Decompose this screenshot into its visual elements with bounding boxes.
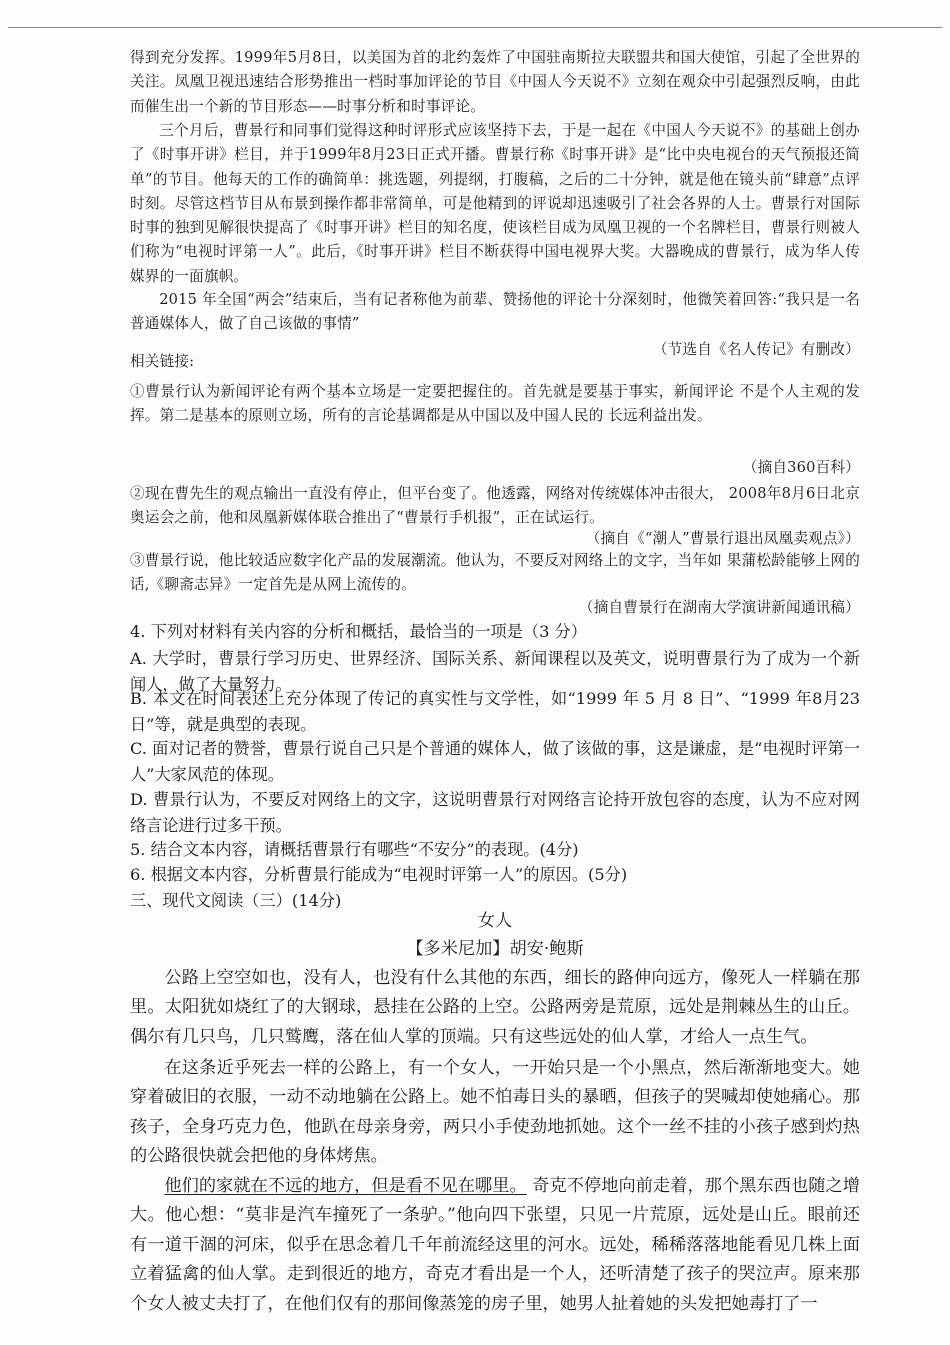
question-4-option-b: B. 本文在时间表述上充分体现了传记的真实性与文学性，如“1999 年 5 月 8 日”、“1999 年8月23日”等，就是典型的表现。 <box>130 689 860 735</box>
related-links-heading: 相关链接: <box>130 353 195 370</box>
underlined-sentence: 他们的家就在不远的地方，但是看不见在哪里。 <box>164 1176 527 1196</box>
story-paragraph-3 <box>130 1172 860 1319</box>
section-3-heading: 三、现代文阅读（三）(14分) <box>130 891 342 910</box>
question-5: 5. 结合文本内容，请概括曹景行有哪些“不安分”的表现。(4分) <box>130 840 579 859</box>
related-link-2: ②现在曹先生的观点输出一直没有停止，但平台变了。他透露，网络对传统媒体冲击很大， 2008年8月6日北京奥运会之前，他和凤凰新媒体联合推出了“曹景行手机报”，正在试运行。 <box>130 485 860 527</box>
story-paragraph-1: 公路上空空如也，没有人，也没有什么其他的东西，细长的路伸向远方，像死人一样躺在那里。太阳犹如烧红了的大钢球，悬挂在公路的上空。公路两旁是荒原，远处是荆棘丛生的山丘。偶尔有几只鸟，几只鹫鹰，落在仙人掌的顶端。只有这些远处的仙人掌，才给人一点生气。 <box>130 968 860 1047</box>
question-4-option-a: A. 大学时，曹景行学习历史、世界经济、国际关系、新闻课程以及英文，说明曹景行为了成为一个新闻人，做了大量努力。 <box>130 649 860 695</box>
essay-paragraph-2: 三个月后，曹景行和同事们觉得这种时评形式应该坚持下去，于是一起在《中国人今天说不》的基础上创办了《时事开讲》栏目，并于1999年8月23日正式开播。曹景行称《时事开讲》是“比中央电视台的天气预报还简单”的节目。他每天的工作的确简单：挑选题，列提纲，打腹稿，之后的二十分钟，就是他在镜头前“肆意”点评时刻。尽管这档节目从布景到操作都非常简单，可是他精到的评说却迅速吸引了社会各界的人士。曹景行对国际时事的独到见解很快提高了《时事开讲》栏目的知名度，使该栏目成为凤凰卫视的一个名牌栏目，曹景行则被人们称为“电视时评第一人”。此后，《时事开讲》栏目不断获得中国电视界大奖。大器晚成的曹景行，成为华人传媒界的一面旗帜。 <box>130 122 860 285</box>
essay-paragraph-1: 得到充分发挥。1999年5月8日，以美国为首的北约轰炸了中国驻南斯拉夫联盟共和国大使馆，引起了全世界的关注。凤凰卫视迅速结合形势推出一档时事加评论的节目《中国人今天说不》立刻在观众中引起强烈反响，由此而催生出一个新的节目形态——时事分析和时事评论。 <box>130 49 860 115</box>
essay-paragraph-3: 2015 年全国“两会”结束后，当有记者称他为前辈、赞扬他的评论十分深刻时，他微笑着回答:“我只是一名普通媒体人，做了自己该做的事情” <box>130 291 860 333</box>
related-link-3: ③曹景行说，他比较适应数字化产品的发展潮流。他认为，不要反对网络上的文字，当年如 果蒲松龄能够上网的话,《聊斋志异》一定首先是从网上流传的。 <box>130 552 860 594</box>
story-author: 【多米尼加】胡安·鲍斯 <box>406 939 584 959</box>
related-link-1-source: （摘自360百科） <box>742 459 860 476</box>
story-paragraph-3-text: 奇克不停地向前走着，那个黑东西也随之增大。他心想：“莫非是汽车撞死了一条驴。”他向四下张望，只见一片荒原，远处是山丘。眼前还有一道干涸的河床，似乎在思念着几千年前流经这里的河水。远处，稀稀落落地能看见几株上面立着猛禽的仙人掌。走到很近的地方，奇克才看出是一个人，还听清楚了孩子的哭泣声。原来那个女人被丈夫打了，在他们仅有的那间像蒸笼的房子里，她男人扯着她的头发把她毒打了一 <box>130 1176 860 1314</box>
related-link-3-source: （摘自曹景行在湖南大学演讲新闻通讯稿） <box>578 599 860 616</box>
related-link-2-source: （摘自《“潮人”曹景行退出凤凰卖观点》） <box>585 530 860 547</box>
question-4-option-c: C. 面对记者的赞誉，曹景行说自己只是个普通的媒体人，做了该做的事，这是谦虚，是“电视时评第一人”大家风范的体现。 <box>130 739 860 785</box>
question-4: 4. 下列对材料有关内容的分析和概括，最恰当的一项是（3 分） <box>130 622 587 641</box>
essay-source: （节选自《名人传记》有删改） <box>652 341 860 358</box>
question-4-option-d: D. 曹景行认为，不要反对网络上的文字，这说明曹景行对网络言论持开放包容的态度，认为不应对网络言论进行过多干预。 <box>130 790 860 836</box>
story-title: 女人 <box>477 911 513 931</box>
related-link-1: ①曹景行认为新闻评论有两个基本立场是一定要把握住的。首先就是要基于事实，新闻评论 不是个人主观的发挥。第二是基本的原则立场，所有的言论基调都是从中国以及中国人民的 长远利益出发。 <box>130 383 860 425</box>
question-6: 6. 根据文本内容，分析曹景行能成为“电视时评第一人”的原因。(5分) <box>130 865 628 884</box>
story-paragraph-2: 在这条近乎死去一样的公路上，有一个女人，一开始只是一个小黑点，然后渐渐地变大。她穿着破旧的衣服，一动不动地躺在公路上。她不怕毒日头的暴晒，但孩子的哭喊却使她痛心。那孩子，全身巧克力色，他趴在母亲身旁，两只小手使劲地抓她。这个一丝不挂的小孩子感到灼热的公路很快就会把他的身体烤焦。 <box>130 1058 860 1167</box>
